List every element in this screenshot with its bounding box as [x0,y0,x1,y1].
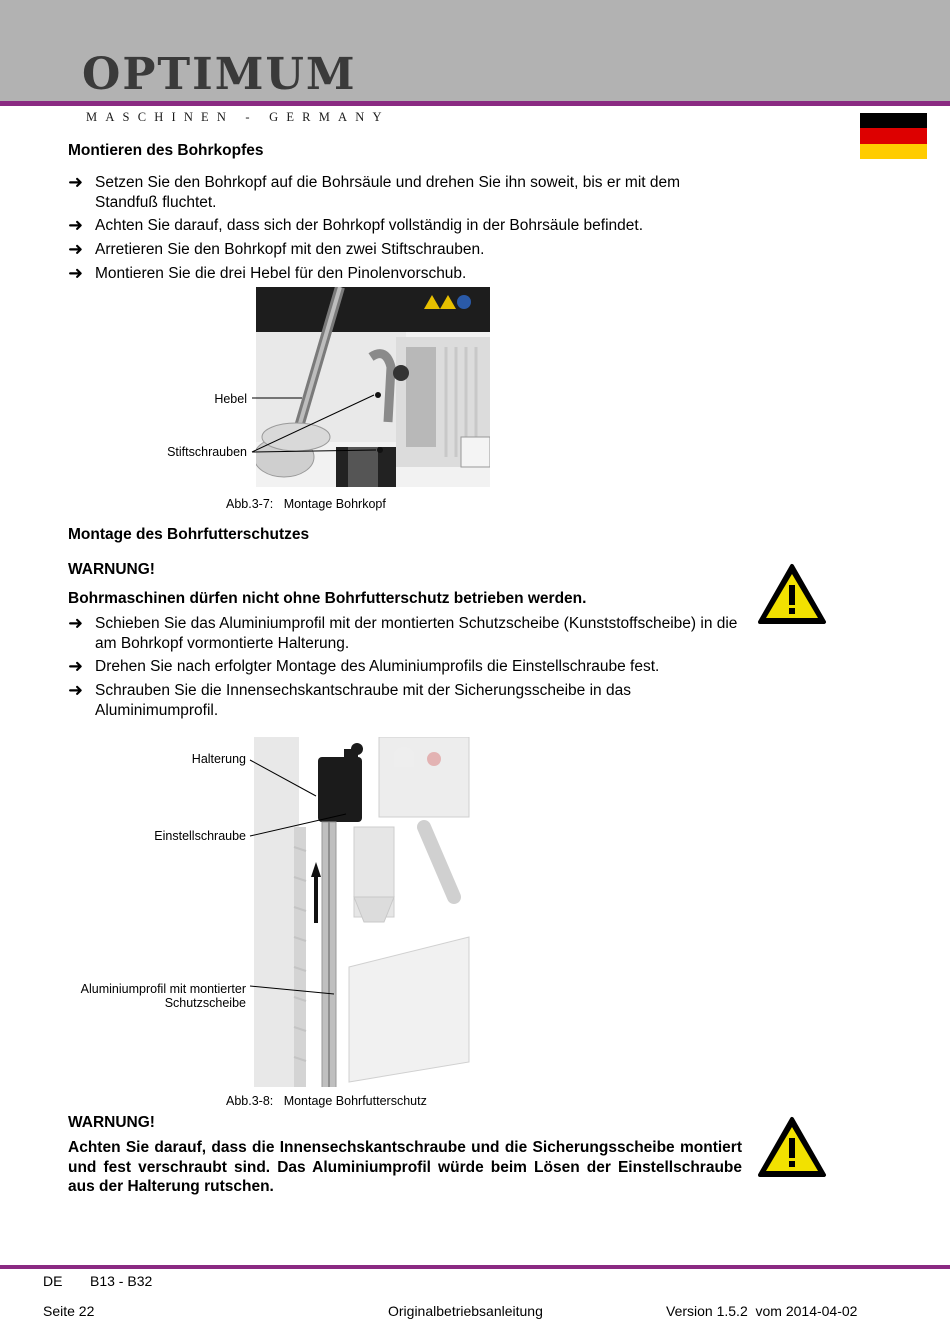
leader-lines-fig7 [250,390,390,470]
label-line: Schutzscheibe [164,996,246,1010]
step-item [68,264,738,284]
footer-model: B13 - B32 [90,1273,153,1289]
footer-document-type: Originalbetriebsanleitung [388,1303,543,1319]
step-text: Arretieren Sie den Bohrkopf mit den zwei Stiftschrauben. [95,241,485,258]
arrow-right-icon: ➜ [68,680,84,700]
arrow-right-icon: ➜ [68,172,84,192]
german-flag-icon [860,113,927,159]
step-text: Montieren Sie die drei Hebel für den Pinolenvorschub. [95,265,467,282]
figure-caption-3-8 [226,1094,427,1108]
step-text: Setzen Sie den Bohrkopf auf die Bohrsäule und drehen Sie ihn soweit, bis er mit dem Standfuß fluchtet. [95,174,681,211]
warning-triangle-icon [757,1116,827,1178]
warning-title: WARNUNG! [68,561,155,578]
step-text: Schieben Sie das Aluminiumprofil mit der montierten Schutzscheibe (Kunststoffscheibe) in die am Bohrkopf vormontierte Halterung. [95,615,738,652]
step-item [68,216,738,236]
warning2-title: WARNUNG! [68,1114,155,1131]
label-einstellschraube: Einstellschraube [154,829,246,843]
caption-text: Montage Bohrkopf [283,497,386,511]
footer-accent-line [0,1265,950,1269]
leader-lines-fig8 [248,752,378,1002]
step-item [68,614,738,653]
figure-caption-3-7 [226,497,386,511]
step-item [68,240,738,260]
label-halterung: Halterung [191,752,246,766]
caption-number: Abb.3-7: [226,497,274,511]
arrow-right-icon: ➜ [68,263,84,283]
arrow-right-icon: ➜ [68,215,84,235]
footer-page-number: Seite 22 [43,1303,95,1319]
label-hebel: Hebel [214,392,247,406]
label-stiftschrauben: Stiftschrauben [167,445,247,459]
step-text: Achten Sie darauf, dass sich der Bohrkopf vollständig in der Bohrsäule befindet. [95,217,643,234]
step-item [68,657,738,677]
step-text: Drehen Sie nach erfolgter Montage des Aluminiumprofils die Einstellschraube fest. [95,658,660,675]
brand-logo: OPTIMUM [82,49,357,100]
arrow-right-icon: ➜ [68,656,84,676]
warning-triangle-icon [757,563,827,625]
section-title-bohrfutterschutz: Montage des Bohrfutterschutzes [68,526,310,543]
caption-number: Abb.3-8: [226,1094,274,1108]
caption-text: Montage Bohrfutterschutz [283,1094,427,1108]
warning2-text: Achten Sie darauf, dass die Innensechskantschraube und die Sicherungsscheibe montiert und fest verschraubt sind. Das Aluminiumprofil würde beim Lösen der Einstellschraube aus der Halterung rutschen. [68,1139,742,1195]
label-line: Aluminiumprofil mit montierter [80,982,246,996]
footer-language: DE [43,1273,63,1289]
step-item [68,173,738,212]
brand-logo-subtitle: MASCHINEN - GERMANY [86,110,390,124]
arrow-right-icon: ➜ [68,613,84,633]
footer-version: Version 1.5.2 vom 2014-04-02 [666,1303,858,1319]
arrow-right-icon: ➜ [68,239,84,259]
section-title-bohrkopf: Montieren des Bohrkopfes [68,142,264,159]
step-text: Schrauben Sie die Innensechskantschraube mit der Sicherungsscheibe in das Aluminimumprofil. [95,682,631,719]
warning-text: Bohrmaschinen dürfen nicht ohne Bohrfutterschutz betrieben werden. [68,590,587,607]
label-aluminiumprofil [40,982,246,1010]
header-accent-line [0,101,950,106]
step-item [68,681,738,720]
